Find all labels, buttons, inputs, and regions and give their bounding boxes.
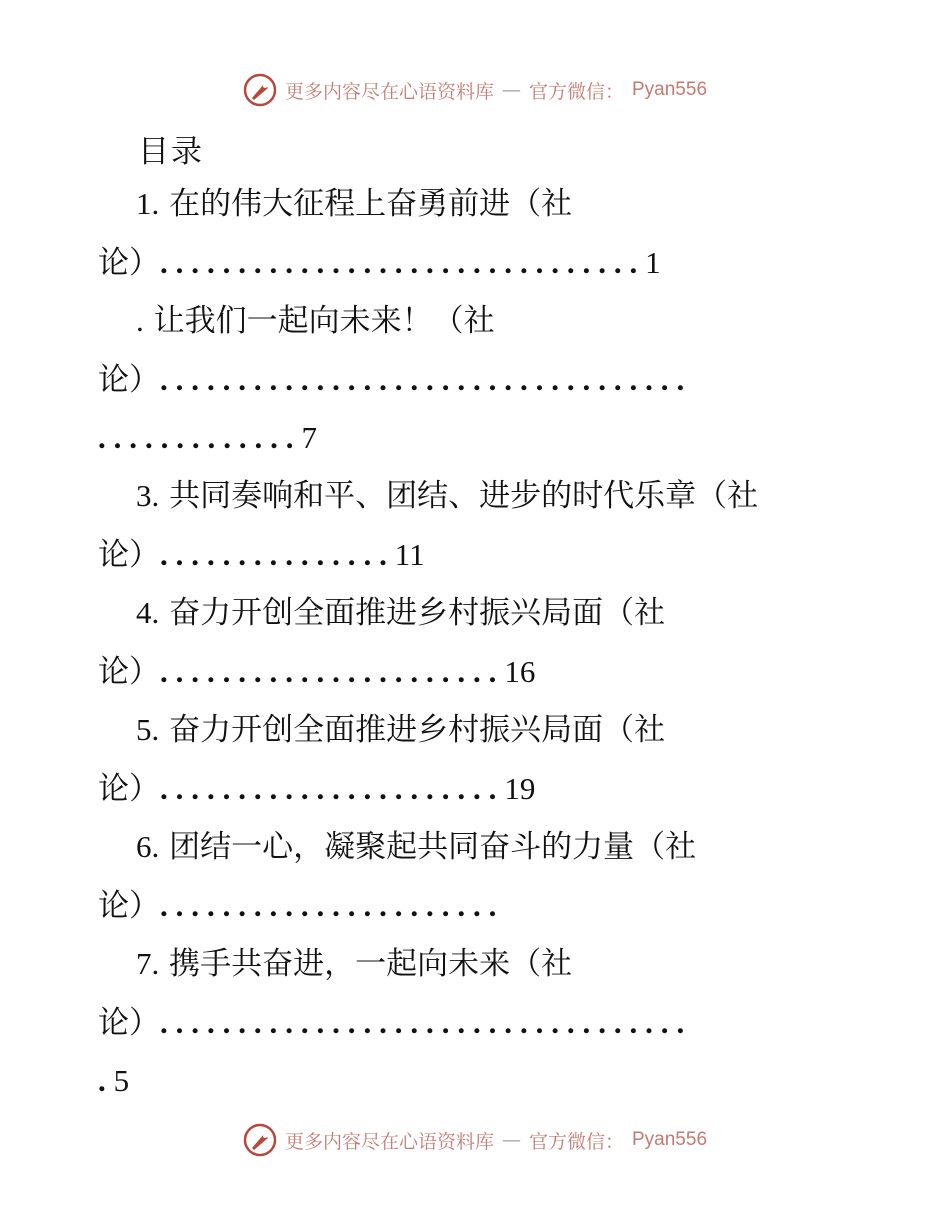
toc-dot-leader: .............: [98, 420, 302, 455]
toc-dot-leader: .: [98, 1063, 114, 1098]
toc-entry-number: 4.: [136, 595, 160, 630]
toc-entry-6-title-line: [136, 827, 696, 867]
toc-page-number: 1: [645, 245, 661, 280]
toc-entry-2-leader-line-2: [98, 418, 317, 458]
toc-entry-4-leader-line: [98, 652, 535, 692]
footer-wechat-id: Pyan556: [632, 1129, 708, 1150]
toc-entry-7-leader-line-2: [98, 1061, 129, 1101]
header-wechat-label: 官方微信：: [528, 80, 624, 103]
toc-entry-continuation: 论）: [98, 1005, 160, 1041]
toc-entry-continuation: 论）: [98, 245, 160, 281]
toc-entry-6-leader-line: [98, 886, 504, 926]
toc-entry-3-leader-line: [98, 535, 425, 575]
toc-page-number: 11: [394, 537, 425, 572]
toc-entry-1-title-line: [136, 184, 572, 224]
toc-entry-number: 3.: [136, 478, 160, 513]
toc-entry-1-leader-line: [98, 243, 661, 283]
toc-entry-title: 团结一心，凝聚起共同奋斗的力量（社: [169, 829, 697, 865]
toc-entry-continuation: 论）: [98, 537, 160, 573]
toc-entry-2-title-line: [136, 301, 495, 341]
toc-dot-leader: ..................................: [160, 362, 693, 397]
toc-dot-leader: ..................................: [160, 1005, 693, 1040]
toc-entry-2-leader-line: [98, 360, 692, 400]
footer-banner: [0, 1120, 950, 1160]
toc-entry-3-title-line: [136, 476, 758, 516]
toc-dot-leader: ......................: [160, 888, 505, 923]
toc-entry-title: 在的伟大征程上奋勇前进（社: [169, 186, 573, 222]
toc-page-number: 5: [113, 1063, 130, 1098]
toc-page-number: 19: [504, 771, 536, 806]
toc-entry-title: 奋力开创全面推进乡村振兴局面（社: [169, 712, 666, 748]
footer-promo-text: 更多内容尽在心语资料库: [284, 1130, 494, 1153]
toc-entry-7-leader-line: [98, 1003, 692, 1043]
toc-entry-number: .: [136, 303, 144, 338]
toc-entry-5-title-line: [136, 710, 665, 750]
toc-entry-continuation: 论）: [98, 654, 160, 690]
toc-entry-number: 7.: [136, 946, 160, 981]
header-wechat-id: Pyan556: [632, 79, 708, 100]
toc-title: 目录: [138, 134, 204, 170]
toc-entry-continuation: 论）: [98, 888, 160, 924]
pen-nib-logo-icon: [243, 73, 277, 107]
header-banner: [0, 70, 950, 110]
toc-entry-continuation: 论）: [98, 771, 160, 807]
footer-wechat-label: 官方微信：: [528, 1130, 624, 1153]
toc-entry-continuation: 论）: [98, 362, 160, 398]
footer-dash: —: [501, 1129, 521, 1151]
toc-dot-leader: ......................: [160, 654, 505, 689]
toc-entry-title: 让我们一起向未来！（社: [153, 303, 495, 339]
toc-entry-number: 6.: [136, 829, 160, 864]
toc-entry-5-leader-line: [98, 769, 535, 809]
toc-entry-title: 奋力开创全面推进乡村振兴局面（社: [169, 595, 666, 631]
toc-dot-leader: ......................: [160, 771, 505, 806]
header-promo-text: 更多内容尽在心语资料库: [284, 80, 494, 103]
toc-entry-7-title-line: [136, 944, 572, 984]
toc-dot-leader: ...............................: [160, 245, 646, 280]
toc-entry-number: 5.: [136, 712, 160, 747]
toc-entry-4-title-line: [136, 593, 665, 633]
toc-dot-leader: ...............: [160, 537, 395, 572]
toc-page-number: 16: [504, 654, 536, 689]
pen-nib-logo-icon: [243, 1123, 277, 1157]
header-dash: —: [501, 79, 521, 101]
toc-entry-number: 1.: [136, 186, 160, 221]
toc-page-number: 7: [301, 420, 317, 455]
toc-entry-title: 共同奏响和平、团结、进步的时代乐章（社: [169, 478, 759, 514]
toc-entry-title: 携手共奋进，一起向未来（社: [169, 946, 573, 982]
